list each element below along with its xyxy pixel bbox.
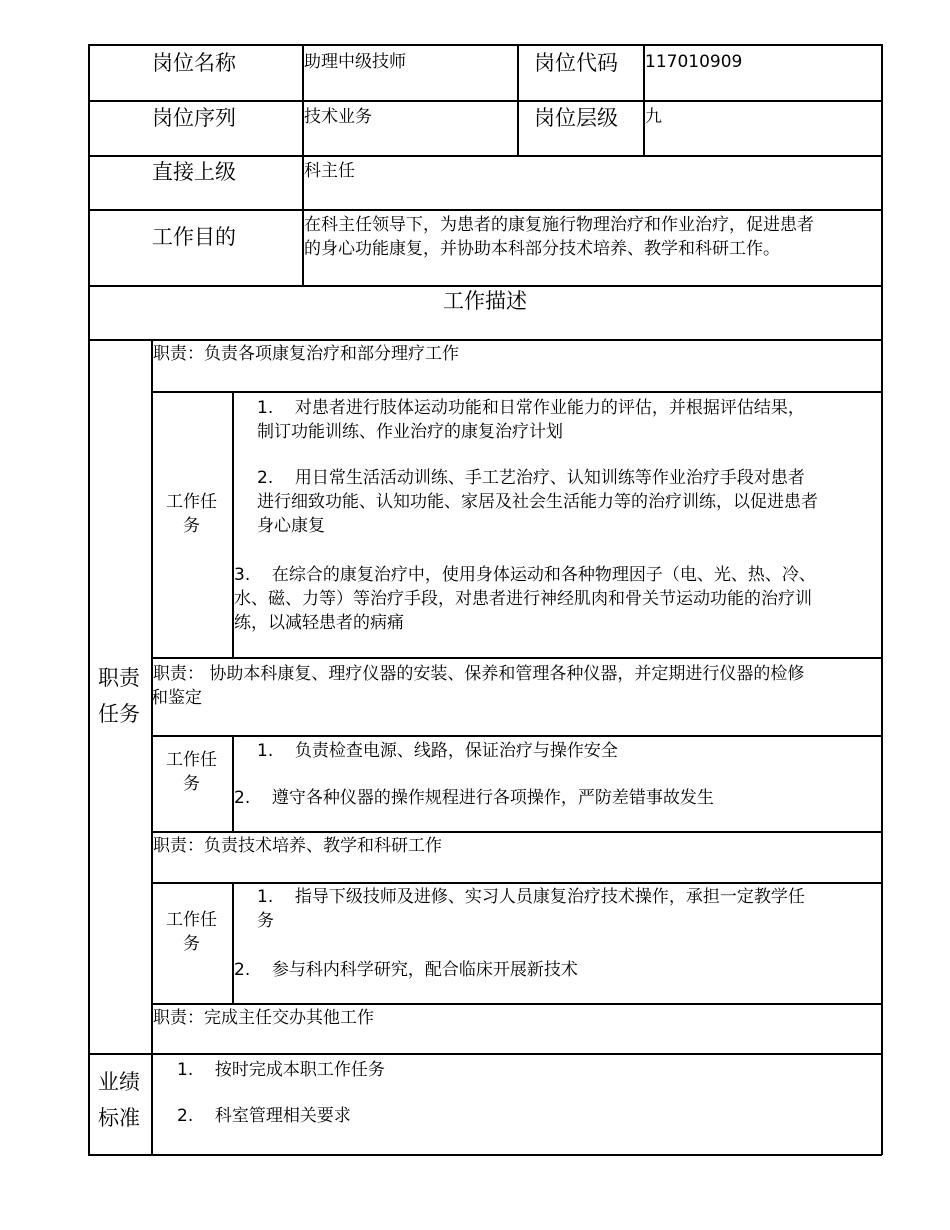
table-border-right	[881, 44, 883, 1155]
position-code-value: 117010909	[645, 52, 743, 72]
task-item: 3. 在综合的康复治疗中，使用身体运动和各种物理因子（电、光、热、冷、 水、磁、力等）等治疗手段，对患者进行神经肌肉和骨关节运动功能的治疗训 练，以减轻患者的病痛	[234, 565, 816, 633]
row-divider	[151, 1003, 882, 1005]
duty-title: 职责：完成主任交办其他工作	[153, 1008, 374, 1028]
row-divider	[151, 657, 882, 659]
duties-tasks-label: 职责 任务	[98, 666, 140, 726]
task-item: 2. 用日常生活活动训练、手工艺治疗、认知训练等作业治疗手段对患者 进行细致功能、认知功能、家居及社会生活能力等的治疗训练，以促进患者 身心康复	[257, 468, 818, 536]
task-label: 工作任 务	[166, 750, 217, 794]
col-divider	[151, 339, 153, 1155]
row-divider	[88, 209, 882, 211]
position-code-label: 岗位代码	[534, 51, 618, 75]
col-divider	[232, 882, 234, 1004]
purpose-label: 工作目的	[152, 225, 236, 249]
performance-item: 2. 科室管理相关要求	[177, 1106, 351, 1126]
row-divider	[88, 100, 882, 102]
row-divider	[88, 285, 882, 287]
row-divider	[88, 1053, 882, 1055]
table-border-bottom	[88, 1154, 882, 1156]
row-divider	[151, 831, 882, 833]
task-label: 工作任 务	[166, 910, 217, 954]
level-value: 九	[645, 107, 662, 127]
superior-value: 科主任	[304, 161, 355, 181]
duty-title: 职责： 协助本科康复、理疗仪器的安装、保养和管理各种仪器，并定期进行仪器的检修 和鉴定	[151, 664, 805, 708]
position-name-value: 助理中级技师	[304, 52, 406, 72]
col-divider	[232, 735, 234, 832]
row-divider	[151, 882, 882, 884]
duty-title: 职责：负责技术培养、教学和科研工作	[153, 836, 442, 856]
table-border-top	[88, 44, 882, 46]
performance-label: 业绩 标准	[98, 1070, 140, 1130]
description-title: 工作描述	[443, 289, 527, 313]
superior-label: 直接上级	[152, 160, 236, 184]
task-item: 2. 参与科内科学研究，配合临床开展新技术	[234, 960, 578, 980]
task-item: 1. 负责检查电源、线路，保证治疗与操作安全	[257, 741, 618, 761]
task-item: 1. 指导下级技师及进修、实习人员康复治疗技术操作，承担一定教学任 务	[257, 887, 805, 931]
level-label: 岗位层级	[534, 106, 618, 130]
row-divider	[151, 391, 882, 393]
table-border-left	[88, 44, 90, 1155]
duty-title: 职责：负责各项康复治疗和部分理疗工作	[153, 344, 459, 364]
position-name-label: 岗位名称	[152, 51, 236, 75]
performance-item: 1. 按时完成本职工作任务	[177, 1060, 385, 1080]
row-divider	[88, 339, 882, 341]
task-label: 工作任 务	[166, 492, 217, 536]
sequence-value: 技术业务	[304, 107, 372, 127]
row-divider	[151, 735, 882, 737]
task-item: 1. 对患者进行肢体运动功能和日常作业能力的评估，并根据评估结果， 制订功能训练、作业治疗的康复治疗计划	[257, 398, 805, 442]
purpose-text: 在科主任领导下，为患者的康复施行物理治疗和作业治疗，促进患者 的身心功能康复，并协助本科部分技术培养、教学和科研工作。	[304, 215, 814, 259]
task-item: 2. 遵守各种仪器的操作规程进行各项操作，严防差错事故发生	[234, 788, 714, 808]
sequence-label: 岗位序列	[152, 106, 236, 130]
col-divider	[517, 44, 519, 156]
row-divider	[88, 155, 882, 157]
